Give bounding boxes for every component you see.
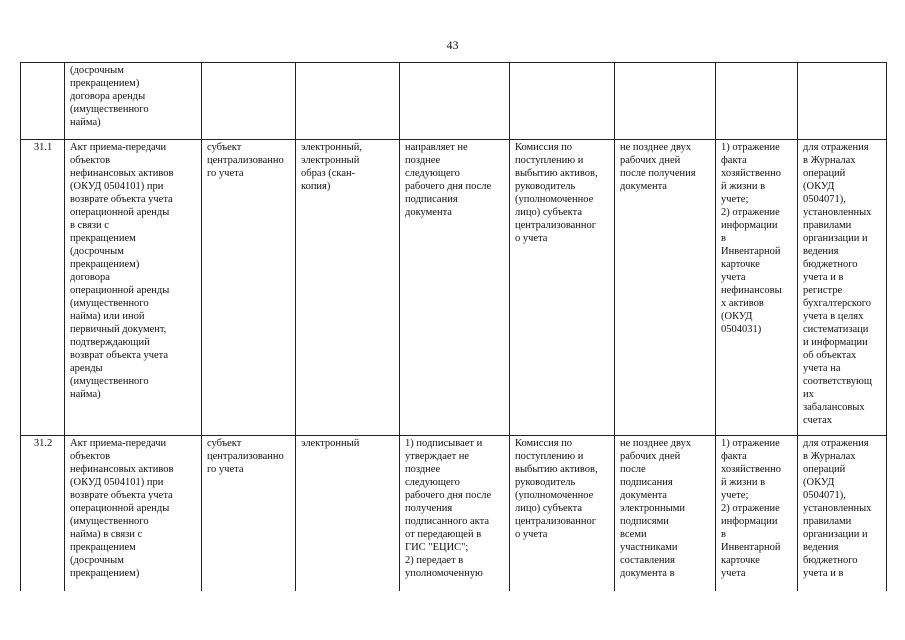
recipient-cell: Комиссия по поступлению и выбытию активов, руководитель (уполномоченное лицо) субъекта централизованног о учета bbox=[510, 436, 615, 592]
compiler-cell: субъект централизованно го учета bbox=[202, 140, 296, 436]
row-number-cell bbox=[21, 63, 65, 140]
reflection-cell bbox=[716, 63, 798, 140]
page-number: 43 bbox=[446, 38, 459, 52]
reflection-cell: 1) отражение факта хозяйственно й жизни в учете; 2) отражение информации в Инвентарной карточке учета bbox=[716, 436, 798, 592]
deadline-action-cell: 1) подписывает и утверждает не позднее следующего рабочего дня после получения подписанного акта от передающей в ГИС "ЕЦИС"; 2) передает в уполномоченную bbox=[400, 436, 510, 592]
deadline-action-cell: направляет не позднее следующего рабочего дня после подписания документа bbox=[400, 140, 510, 436]
format-cell: электронный bbox=[296, 436, 400, 592]
processing-term-cell bbox=[615, 63, 716, 140]
document-name-cell: (досрочным прекращением) договора аренды (имущественного найма) bbox=[65, 63, 202, 140]
table-row bbox=[21, 436, 887, 592]
recipient-cell bbox=[510, 63, 615, 140]
table-row bbox=[21, 140, 887, 436]
format-cell bbox=[296, 63, 400, 140]
register-table bbox=[20, 62, 887, 591]
processing-term-cell: не позднее двух рабочих дней после получения документа bbox=[615, 140, 716, 436]
row-number-cell: 31.1 bbox=[21, 140, 65, 436]
reflection-cell: 1) отражение факта хозяйственно й жизни в учете; 2) отражение информации в Инвентарной карточке учета нефинансовы х активов (ОКУД 0504031) bbox=[716, 140, 798, 436]
document-name-cell: Акт приема-передачи объектов нефинансовых активов (ОКУД 0504101) при возврате объекта учета операционной аренды (имущественного найма) в связи с прекращением (досрочным прекращением) bbox=[65, 436, 202, 592]
document-name-cell: Акт приема-передачи объектов нефинансовых активов (ОКУД 0504101) при возврате объекта учета операционной аренды в связи с прекращением (досрочным прекращением) договора операционной аренды (имущественного найма) или иной первичный документ, подтверждающий возврат объекта учета аренды (имущественного найма) bbox=[65, 140, 202, 436]
table-row bbox=[21, 63, 887, 140]
recipient-cell: Комиссия по поступлению и выбытию активов, руководитель (уполномоченное лицо) субъекта централизованног о учета bbox=[510, 140, 615, 436]
purpose-cell: для отражения в Журналах операций (ОКУД 0504071), установленных правилами организации и ведения бюджетного учета и в bbox=[798, 436, 887, 592]
compiler-cell: субъект централизованно го учета bbox=[202, 436, 296, 592]
processing-term-cell: не позднее двух рабочих дней после подписания документа электронными подписями всеми участниками составления документа в bbox=[615, 436, 716, 592]
row-number-cell: 31.2 bbox=[21, 436, 65, 592]
format-cell: электронный, электронный образ (скан- копия) bbox=[296, 140, 400, 436]
purpose-cell bbox=[798, 63, 887, 140]
purpose-cell: для отражения в Журналах операций (ОКУД 0504071), установленных правилами организации и ведения бюджетного учета и в регистре бухгалтерского учета в целях систематизаци и информации об объектах учета на соответствующ их забалансовых счетах bbox=[798, 140, 887, 436]
compiler-cell bbox=[202, 63, 296, 140]
deadline-action-cell bbox=[400, 63, 510, 140]
